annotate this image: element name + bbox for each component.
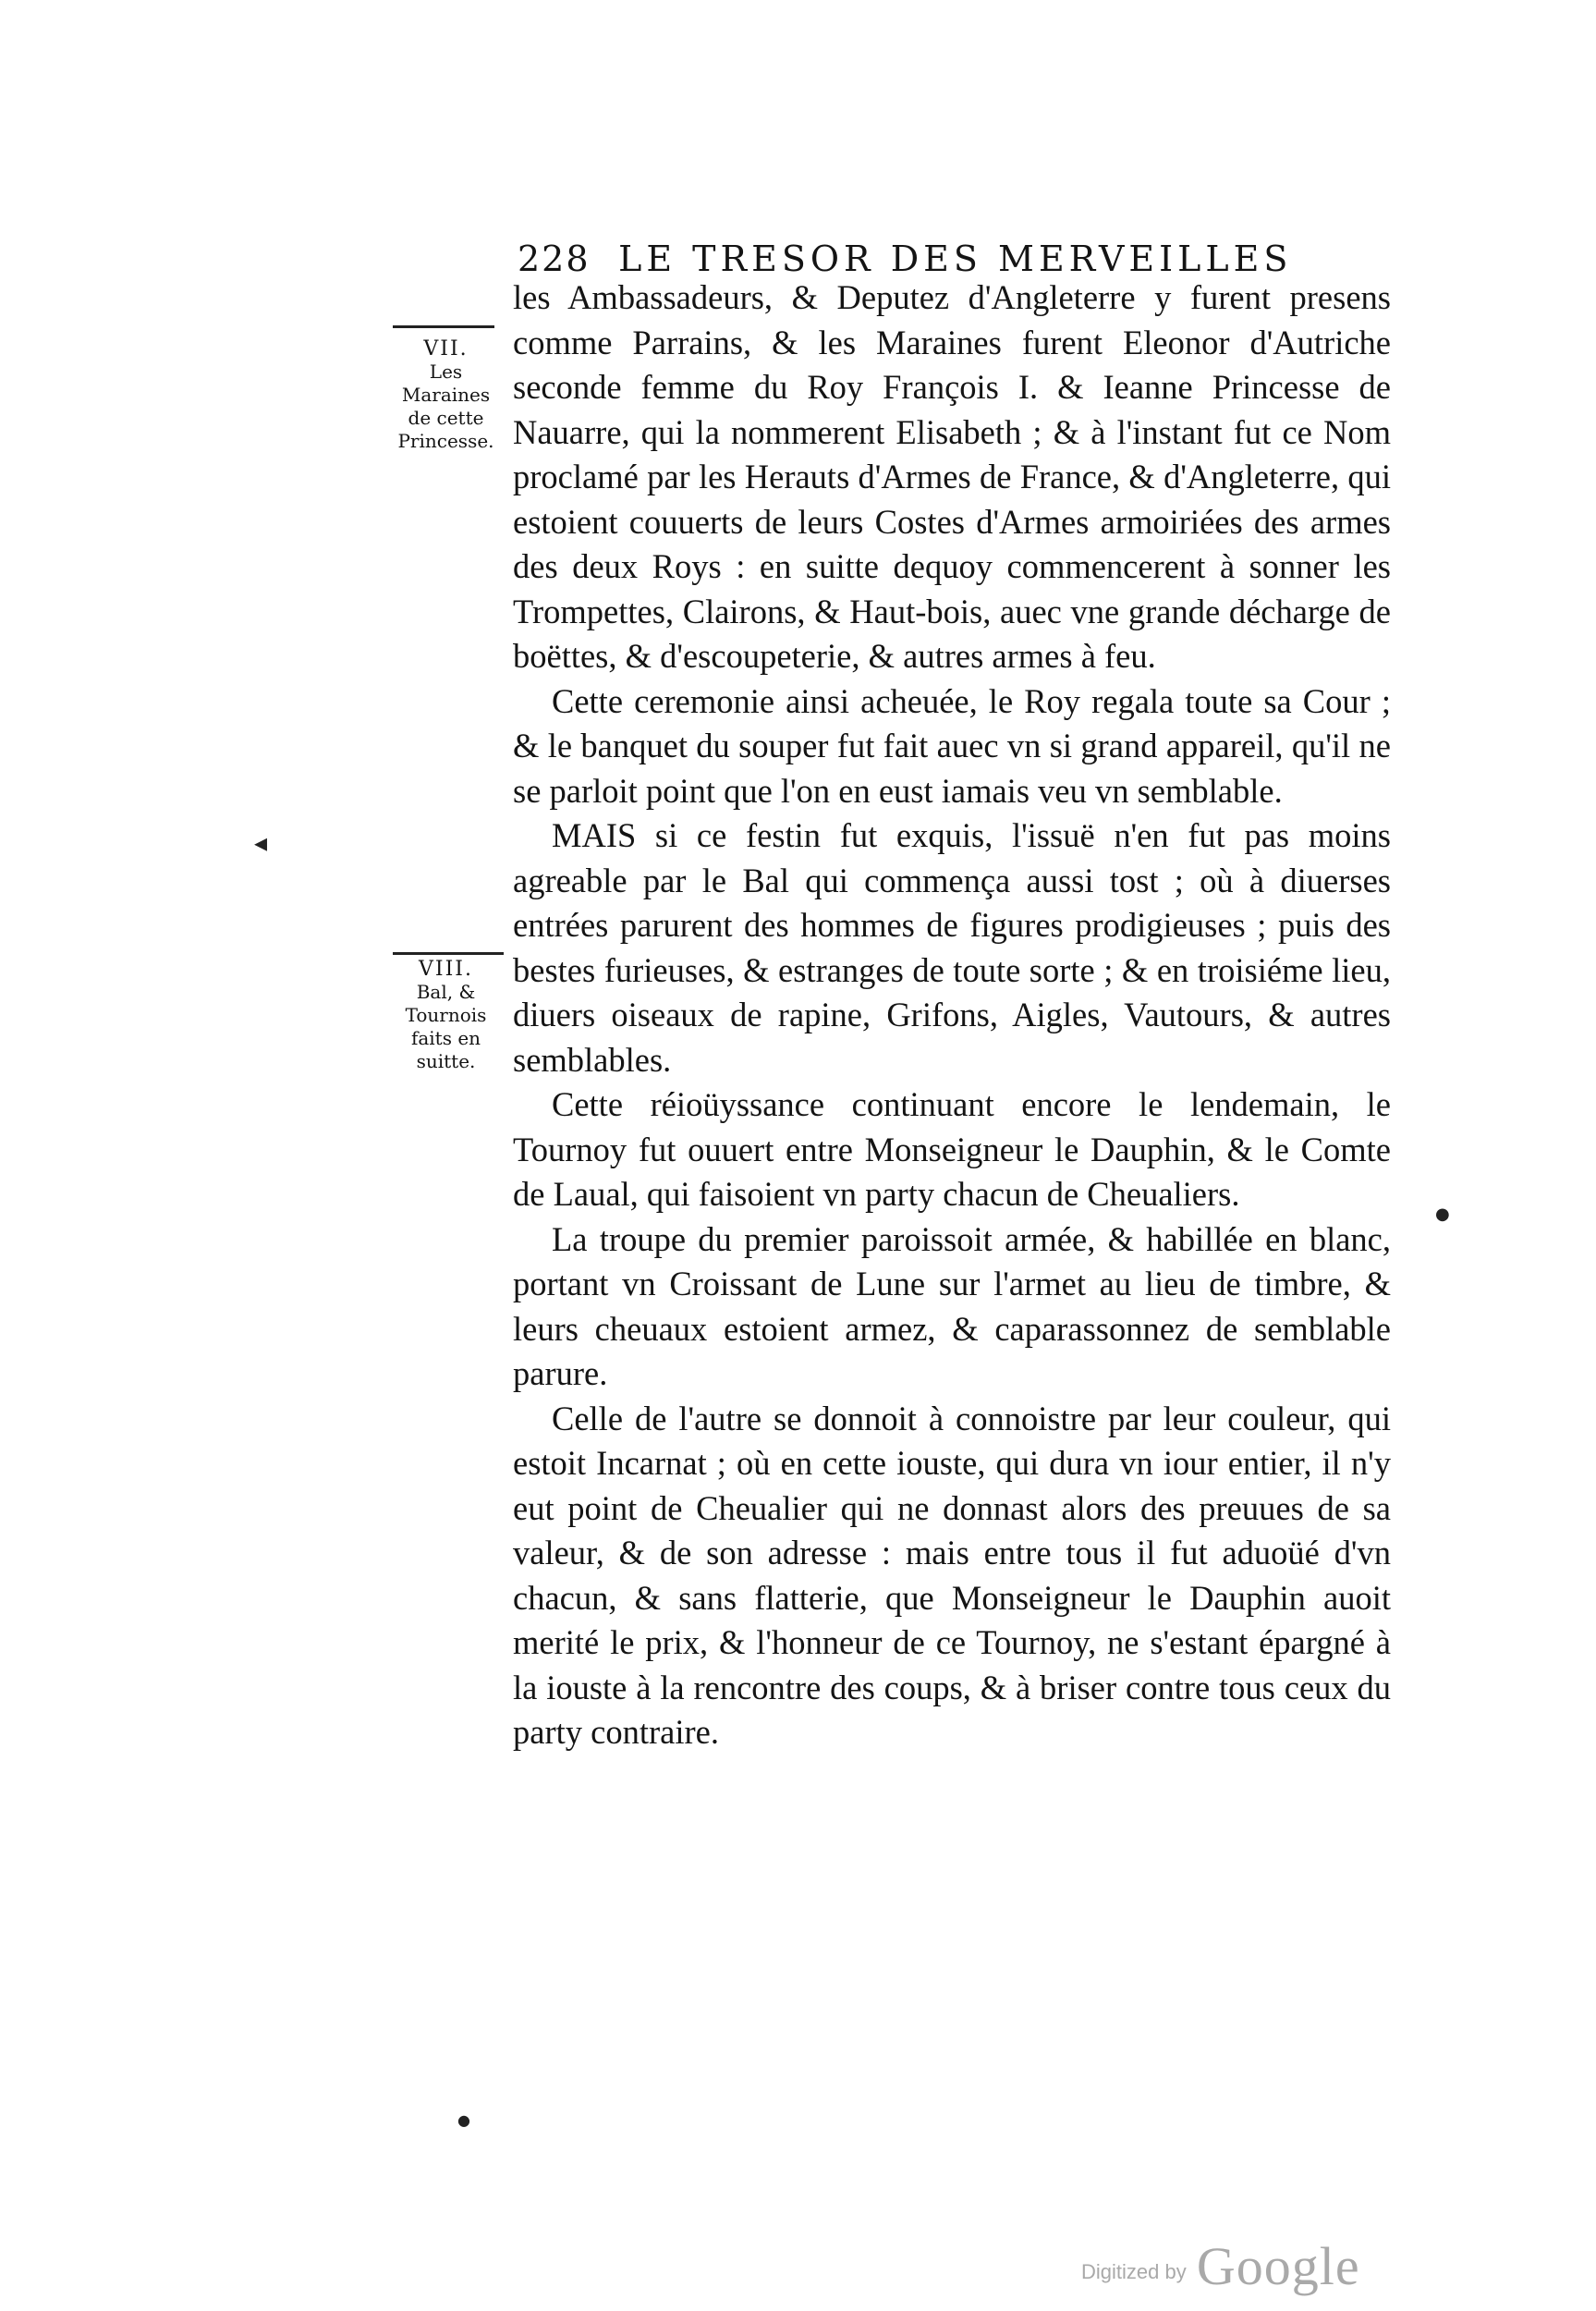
ink-speck-icon: ●	[1435, 1204, 1450, 1224]
ink-speck-icon: ◂	[254, 827, 268, 858]
margin-rule	[393, 325, 494, 328]
digitized-by-google-watermark	[1081, 2235, 1414, 2296]
running-title: LE TRESOR DES MERVEILLES	[618, 238, 1293, 279]
google-logo: Google	[1196, 2236, 1360, 2296]
margin-note-viii	[388, 958, 504, 1073]
ink-speck-icon: ●	[457, 2111, 470, 2129]
margin-rule	[393, 952, 504, 955]
paragraph: les Ambassadeurs, & Deputez d'Angleterre y furent presens comme Parrains, & les Maraines furent Eleonor d'Autriche seconde femme du Roy François I. & Ieanne Princesse de Nauarre, qui la nommerent Elisabeth ; & à l'instant fut ce Nom proclamé par les Herauts d'Armes de France, & d'Angleterre, qui estoient couuerts de leurs Costes d'Armes armoiriées des armes des deux Roys : en suitte dequoy commencerent à sonner les Trompettes, Clairons, & Haut-bois, auec vne grande décharge de boëttes, & d'escoupeterie, & autres armes à feu.	[513, 278, 1391, 675]
paragraph: Cette réioüyssance continuant encore le lendemain, le Tournoy fut ouuert entre Monseigneur le Dauphin, & le Comte de Laual, qui faisoient vn party chacun de Cheualiers.	[513, 1085, 1391, 1213]
margin-note-text: Bal, & Tournois faits en suitte.	[405, 981, 487, 1072]
paragraph: La troupe du premier paroissoit armée, & habillée en blanc, portant vn Croissant de Lune sur l'armet au lieu de timbre, & leurs cheuaux estoient armez, & caparassonnez de semblable parure.	[513, 1219, 1391, 1392]
margin-note-numeral: VII.	[423, 337, 469, 361]
paragraph: Cette ceremonie ainsi acheuée, le Roy regala toute sa Cour ; & le banquet du souper fut fait auec vn si grand appareil, qu'il ne se parloit point que l'on en eust iamais veu vn semblable.	[513, 681, 1391, 810]
digitized-label: Digitized by	[1081, 2260, 1187, 2283]
margin-note-numeral: VIII.	[419, 958, 473, 981]
margin-note-text: Les Maraines de cette Princesse.	[397, 361, 494, 452]
margin-note-vii	[388, 337, 504, 453]
paragraph: Celle de l'autre se donnoit à connoistre par leur couleur, qui estoit Incarnat ; où en cette iouste, qui dura vn iour entier, il n'y eut point de Cheualier qui ne donnast alors des preuues de sa valeur, & de son adresse : mais entre tous il fut aduoüé d'vn chacun, & sans flatterie, que Monseigneur le Dauphin auoit merité le prix, & l'honneur de ce Tournoy, ne s'estant épargné à la iouste à la rencontre des coups, & à briser contre tous ceux du party contraire.	[513, 1399, 1391, 1751]
page-number: 228	[518, 238, 591, 279]
paragraph: MAIS si ce festin fut exquis, l'issuë n'en fut pas moins agreable par le Bal qui commença aussi tost ; où à diuerses entrées parurent des hommes de figures prodigieuses ; puis des bestes furieuses, & estranges de toute sorte ; & en troisiéme lieu, diuers oiseaux de rapine, Grifons, Aigles, Vautours, & autres semblables.	[513, 816, 1391, 1079]
body-text	[513, 275, 1391, 1755]
